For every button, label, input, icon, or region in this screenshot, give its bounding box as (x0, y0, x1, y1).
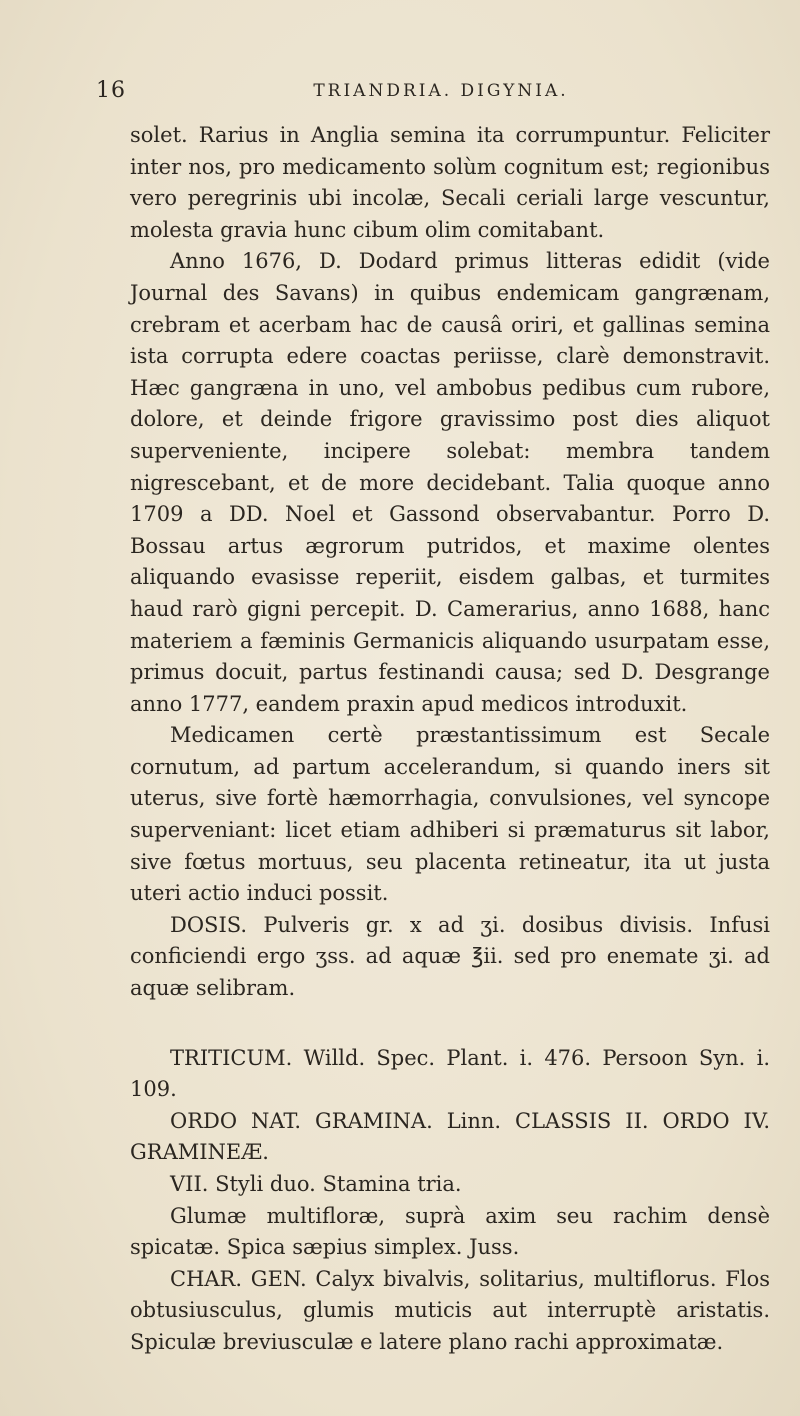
paragraph: Glumæ multifloræ, suprà axim seu rachim densè spicatæ. Spica sæpius simplex. Juss. (130, 1203, 770, 1260)
page-number: 16 (96, 78, 126, 103)
paragraph: VII. Styli duo. Stamina tria. (170, 1172, 462, 1196)
section-heading: TRITICUM. Willd. Spec. Plant. i. 476. Persoon Syn. i. 109. (130, 1045, 770, 1102)
paragraph: Anno 1676, D. Dodard primus litteras edidit (vide Journal des Savans) in quibus endemicam gangrænam, crebram et acerbam hac de causâ oriri, et gallinas semina ista corrupta edere coactas periisse, clarè demonstravit. Hæc gangræna in uno, vel ambobus pedibus cum rubore, dolore, et deinde frigore gravissimo post dies aliquot superveniente, incipere solebat: membra tandem nigrescebant, et de more decidebant. Talia quoque anno 1709 a DD. Noel et Gassond observabantur. Porro D. Bossau artus ægrorum putridos, et maxime olentes aliquando evasisse reperiit, eisdem galbas, et turmites haud rarò gigni percepit. D. Camerarius, anno 1688, hanc materiem a fæminis Germanicis aliquando usurpatam esse, primus docuit, partus festinandi causa; sed D. Desgrange anno 1777, eandem praxin apud medicos introduxit. (130, 249, 770, 716)
paragraph: DOSIS. Pulveris gr. x ad ʒi. dosibus divisis. Infusi conficiendi ergo ʒss. ad aquæ ℥ii. sed pro enemate ʒi. ad aquæ selibram. (130, 912, 770, 1001)
paragraph: ORDO NAT. GRAMINA. Linn. CLASSIS II. ORDO IV. GRAMINEÆ. (130, 1108, 770, 1165)
paragraph: CHAR. GEN. Calyx bivalvis, solitarius, multiflorus. Flos obtusiusculus, glumis muticis aut interruptè aristatis. Spiculæ breviusculæ e latere plano rachi approximatæ. (130, 1266, 770, 1354)
running-head: TRIANDRIA. DIGYNIA. (313, 81, 569, 101)
page-header (96, 78, 736, 108)
paragraph: Medicamen certè præstantissimum est Secale cornutum, ad partum accelerandum, si quando iners sit uterus, sive fortè hæmorrhagia, convulsiones, vel syncope superveniant: licet etiam adhiberi si præmaturus sit labor, sive fœtus mortuus, seu placenta retineatur, ita ut justa uteri actio induci possit. (130, 723, 770, 906)
section-gap (130, 1005, 770, 1043)
paragraph: solet. Rarius in Anglia semina ita corrumpuntur. Feliciter inter nos, pro medicamento solùm cognitum est; regionibus vero peregrinis ubi incolæ, Secali ceriali large vescuntur, molesta gravia hunc cibum olim comitabant. (130, 123, 770, 242)
text-body (130, 120, 770, 1359)
